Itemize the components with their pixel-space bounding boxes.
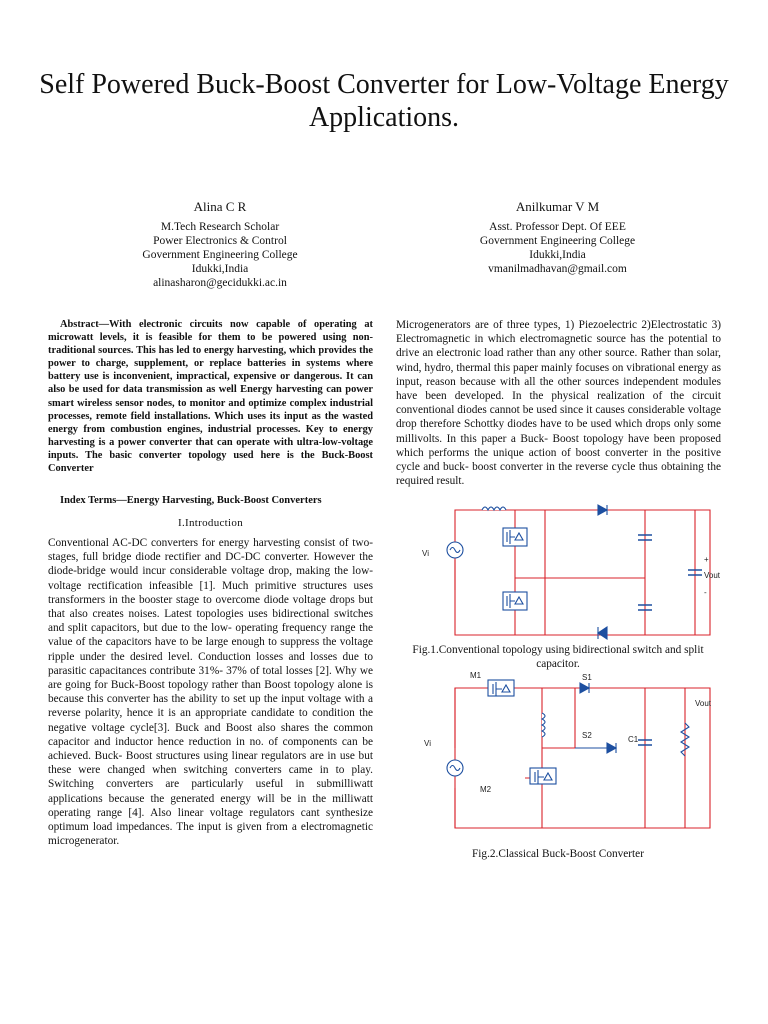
switch-upper-icon (503, 528, 527, 546)
author-affiliation-line: Power Electronics & Control (153, 235, 287, 247)
section-heading (48, 517, 373, 529)
author-name: Anilkumar V M (515, 199, 600, 214)
circuit-wires (455, 688, 710, 828)
author-block-2 (430, 200, 685, 276)
label-plus: + (704, 555, 709, 564)
author-affiliation-line: Idukki,India (191, 263, 249, 275)
author-name: Alina C R (193, 199, 247, 214)
label-c1: C1 (628, 735, 639, 744)
right-column-text: Microgenerators are of three types, 1) Piezoelectric 2)Electrostatic 3) Electromagnetic in which electromagnetic source has the potential to drive an electronic load rather than any other source. Rather than solar, wind, hydro, thermal this paper mainly focuses on vibrational energy as input, reason because with all the other sources independent modules have been developed. In the physical realization of the circuit conventional diodes cannot be used since it causes considerable voltage drop therefore Schottky diodes have to be used which drops only some millivolts. In this paper a Buck- Boost topology have been proposed which performs the unique action of boost converter in the positive cycle and buck- boost converter in the reverse cycle thus obtaining the required result. (396, 319, 721, 488)
author-affiliation-line: M.Tech Research Scholar (160, 221, 280, 233)
circuit-components (447, 680, 689, 784)
author-email: alinasharon@gecidukki.ac.in (153, 277, 287, 289)
index-terms: Index Terms—Energy Harvesting, Buck-Boost Converters (60, 495, 322, 506)
section-heading-text: I.Introduction (178, 517, 243, 529)
inductor-icon (482, 507, 506, 510)
author-email: vmanilmadhavan@gmail.com (488, 263, 627, 275)
label-vi: Vi (424, 739, 431, 748)
circuit-wires (455, 510, 710, 635)
author-affiliation-line: Asst. Professor Dept. Of EEE (489, 221, 626, 233)
paper-title: Self Powered Buck-Boost Converter for Low-Voltage Energy Applications. (39, 69, 729, 133)
author-affiliation-line: Government Engineering College (142, 249, 298, 261)
label-m1: M1 (470, 671, 482, 680)
figure-2-caption: Fig.2.Classical Buck-Boost Converter (472, 848, 644, 860)
diode-s1-icon (580, 683, 589, 693)
author-affiliation-line: Government Engineering College (479, 235, 636, 247)
figure-1-circuit (410, 500, 720, 645)
label-vout: Vout (704, 571, 720, 580)
switch-m2-icon (530, 768, 556, 784)
diode-bottom-icon (598, 627, 607, 639)
figure-1-caption: Fig.1.Conventional topology using bidirectional switch and split capacitor. (412, 644, 704, 670)
introduction-text: Conventional AC-DC converters for energy harvesting consist of two-stages, full bridge diode rectifier and DC-DC converter. However the diode-bridge would incur considerable voltage drop, making the low-voltage rectification infeasible [1]. Much primitive structures uses transformers in the booster stage to overcome diode voltage drops but that also creates noises. Latest topologies uses bidirectional switches and split capacitors, but due to the low- operating frequency range the value of the capacitors have to be large enough to suppress the voltage ripple under the desired level. Conduction losses and losses due to parasitic capacitances contribute 31%- 37% of total losses [2]. Why we are going for Buck-Boost topology rather than Boost topology alone is because this converter has the ability to set up the input voltage with a reverse polarity, hence it is an appropriate candidate to condition the negative voltage cycle[3]. Buck and Boost also shares the common capacitor and inductor hence reduction in no. of components can be achieved. Buck- Boost structures using linear regulators are in use but these were changed when switching converters came in to play. Switching converters are particularly useful in submilliwatt applications because the generated energy will be in the milliwatt operating range [4]. Also linear voltage regulators cant synthesize optimum load impedances. The input is given from a electromagnetic microgenerator. (48, 537, 373, 848)
circuit-components (447, 505, 702, 639)
label-s2: S2 (582, 731, 592, 740)
label-vout: Vout (695, 699, 712, 708)
label-s1: S1 (582, 673, 592, 682)
diode-top-icon (598, 505, 607, 515)
abstract: Abstract—With electronic circuits now capable of operating at microwatt levels, it is feasible for them to be powered using non-traditional sources. This has led to energy harvesting, which provides the power to charge, supplement, or replace batteries in systems where battery use is inconvenient, impractical, expensive or dangerous. It can also be used for data transmission as well Energy harvesting can power smart wireless sensor nodes, to monitor and optimize complex industrial processes, remote field installations. Which uses its input as the wasted energy from combustion engines, industrial processes. Key to energy harvesting is a power converter that can operate with ultra-low-voltage inputs. The basic converter topology used here is the Buck-Boost Converter (48, 319, 373, 475)
figure-2-circuit (410, 668, 720, 838)
switch-m1-icon (488, 680, 514, 696)
label-m2: M2 (480, 785, 492, 794)
label-minus: - (704, 588, 707, 597)
author-affiliation-line: Idukki,India (529, 249, 586, 261)
inductor-icon (542, 713, 545, 737)
switch-lower-icon (503, 592, 527, 610)
author-block-1 (95, 200, 345, 290)
label-vi: Vi (422, 549, 429, 558)
